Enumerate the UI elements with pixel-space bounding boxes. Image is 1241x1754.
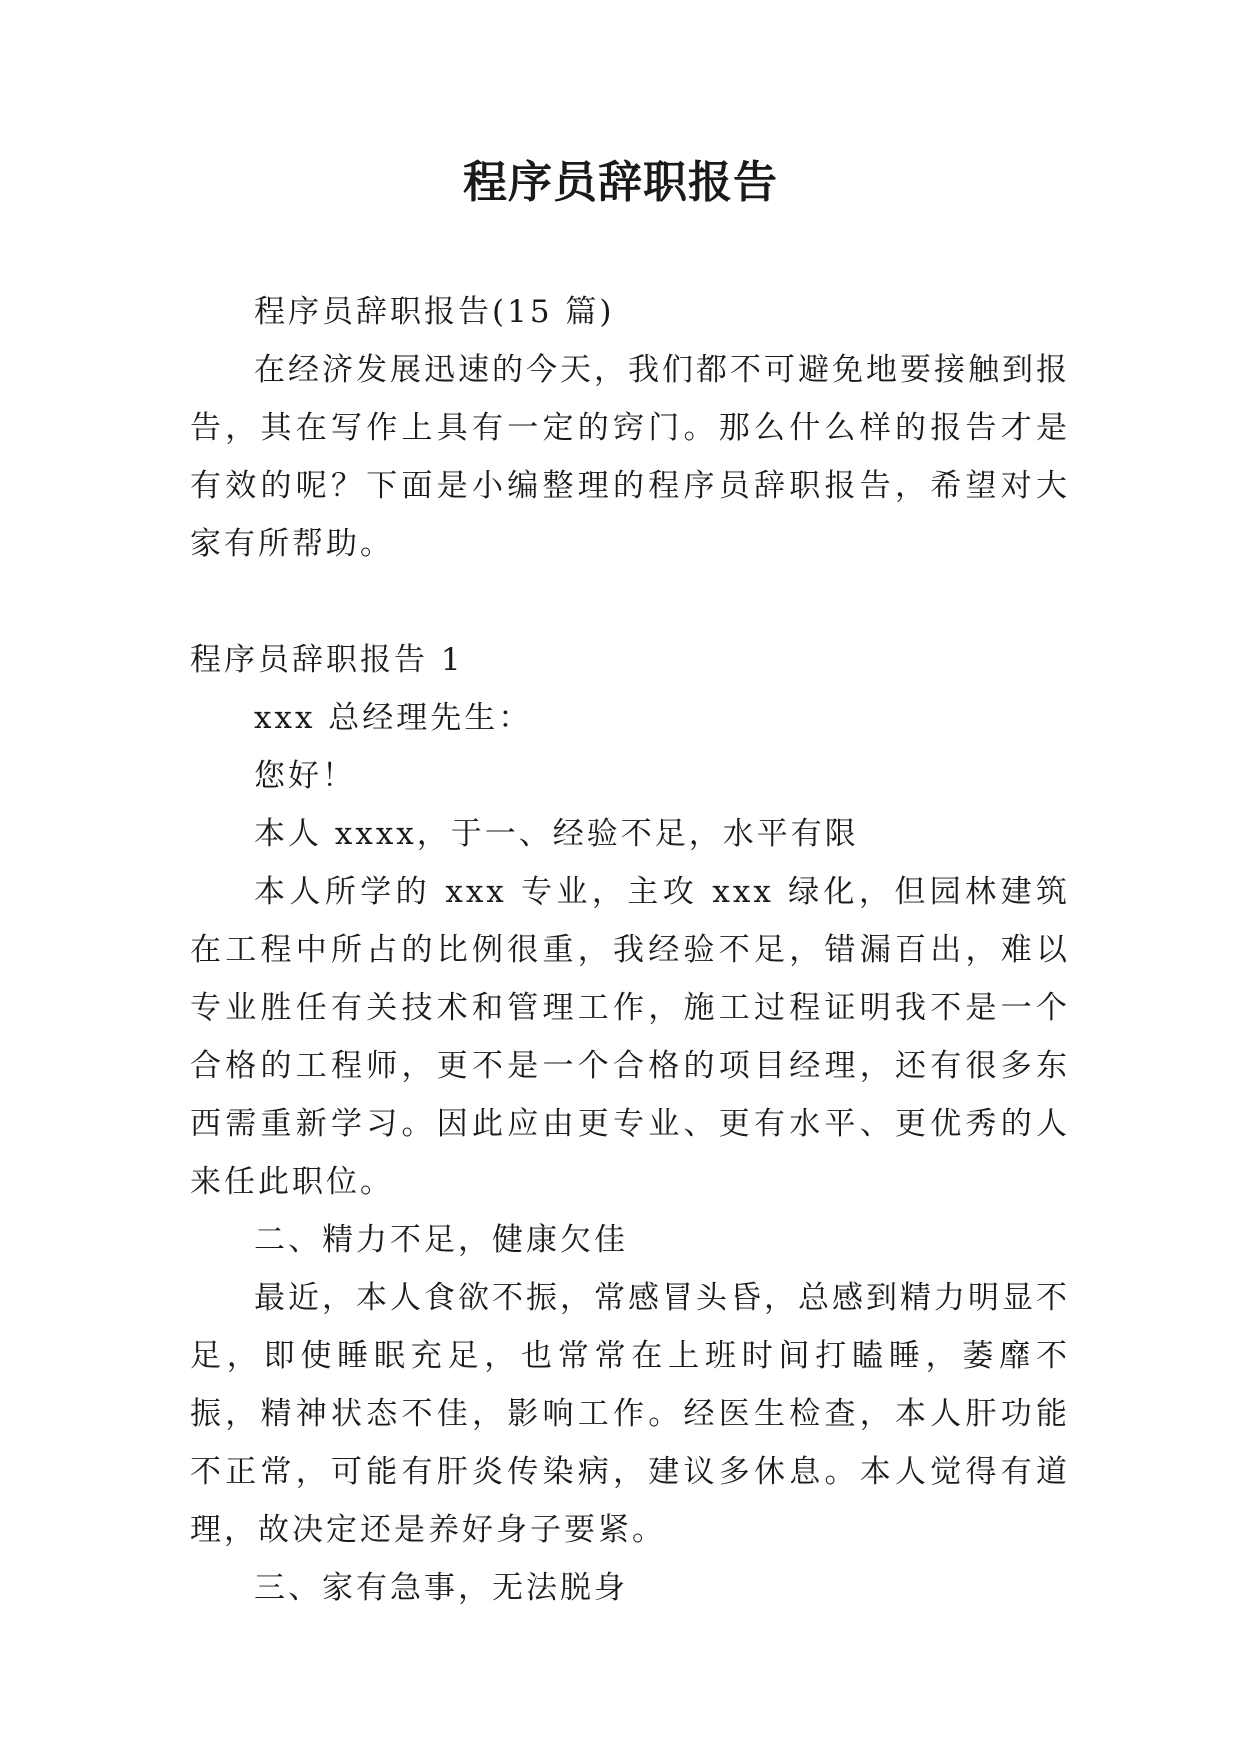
body-paragraph: 最近，本人食欲不振，常感冒头昏，总感到精力明显不足，即使睡眠充足，也常常在上班时间打瞌睡，萎靡不振，精神状态不佳，影响工作。经医生检查，本人肝功能不正常，可能有肝炎传染病，建议多休息。本人觉得有道理，故决定还是养好身子要紧。: [190, 1280, 1070, 1548]
reason-heading: 二、精力不足，健康欠佳: [254, 1222, 628, 1258]
section-heading: 程序员辞职报告 1: [190, 642, 464, 678]
reason-heading: 三、家有急事，无法脱身: [254, 1570, 628, 1606]
paragraph-spacer: [190, 573, 1070, 631]
salutation-recipient: xxx 总经理先生：: [254, 700, 533, 736]
body-paragraph: 本人所学的 xxx 专业，主攻 xxx 绿化，但园林建筑在工程中所占的比例很重，我经验不足，错漏百出，难以专业胜任有关技术和管理工作，施工过程证明我不是一个合格的工程师，更不是一个合格的项目经理，还有很多东西需重新学习。因此应由更专业、更有水平、更优秀的人来任此职位。: [190, 874, 1070, 1200]
greeting: 您好！: [254, 758, 356, 794]
document-body: [190, 283, 1070, 1617]
body-paragraph: 本人 xxxx，于一、经验不足，水平有限: [254, 816, 859, 852]
intro-paragraph: 在经济发展迅速的今天，我们都不可避免地要接触到报告，其在写作上具有一定的窍门。那么什么样的报告才是有效的呢？下面是小编整理的程序员辞职报告，希望对大家有所帮助。: [190, 352, 1070, 562]
document-title: 程序员辞职报告: [463, 157, 778, 208]
subtitle-paragraph: 程序员辞职报告(15 篇): [254, 294, 615, 330]
